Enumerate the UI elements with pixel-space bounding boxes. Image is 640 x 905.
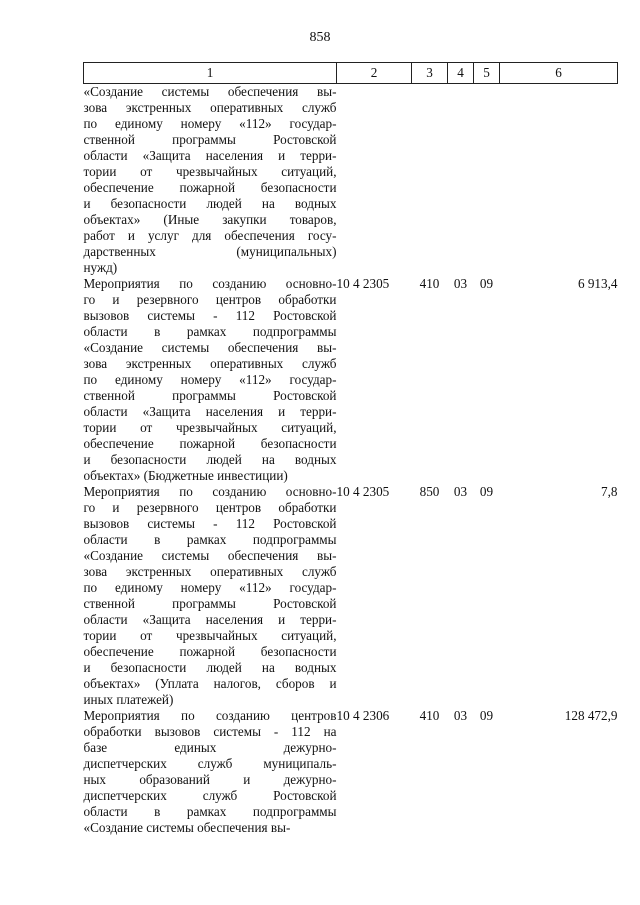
- table-row: [84, 484, 618, 708]
- description-line: и безопасности людей на водных: [83, 452, 337, 467]
- subsection-code: 09: [479, 484, 494, 499]
- section-code: 03: [453, 276, 468, 291]
- description-line: тории от чрезвычайных ситуаций,: [83, 628, 337, 643]
- section-code: 03: [453, 484, 468, 499]
- description-line: обработки вызовов системы - 112 на: [83, 724, 337, 739]
- target-article-code: 10 4 2305: [336, 484, 390, 499]
- description-line: диспетчерских служб Ростовской: [83, 788, 337, 803]
- description-line: вызовов системы - 112 Ростовской: [83, 516, 337, 531]
- description-line: «Создание системы обеспечения вы-: [83, 820, 291, 835]
- description-line: объектах» (Иные закупки товаров,: [83, 212, 337, 227]
- description-line: Мероприятия по созданию центров: [83, 708, 337, 723]
- table-row: [84, 708, 618, 836]
- description-line: области в рамках подпрограммы: [83, 532, 337, 547]
- description-line: нужд): [83, 260, 118, 275]
- description-line: Мероприятия по созданию основно-: [83, 276, 337, 291]
- description-line: обеспечение пожарной безопасности: [83, 644, 337, 659]
- expense-type-code: [412, 84, 448, 277]
- header-col-4: 4: [448, 63, 474, 84]
- subsection-code: 09: [479, 708, 494, 723]
- description-line: работ и услуг для обеспечения госу-: [83, 228, 337, 243]
- expense-type-code: 410: [419, 708, 440, 723]
- description-line: обеспечение пожарной безопасности: [83, 180, 337, 195]
- row-description: [84, 84, 337, 277]
- description-line: го и резервного центров обработки: [83, 500, 337, 515]
- description-line: области «Защита населения и терри-: [83, 148, 337, 163]
- description-line: ственной программы Ростовской: [83, 388, 337, 403]
- header-col-2: 2: [337, 63, 412, 84]
- description-line: по единому номеру «112» государ-: [83, 580, 337, 595]
- table-row: [84, 84, 618, 277]
- description-line: тории от чрезвычайных ситуаций,: [83, 164, 337, 179]
- description-line: вызовов системы - 112 Ростовской: [83, 308, 337, 323]
- target-article-code: 10 4 2305: [336, 276, 390, 291]
- description-line: по единому номеру «112» государ-: [83, 116, 337, 131]
- expense-type-code: 410: [419, 276, 440, 291]
- row-description: [84, 484, 337, 708]
- description-line: области в рамках подпрограммы: [83, 804, 337, 819]
- description-line: ственной программы Ростовской: [83, 596, 337, 611]
- description-line: го и резервного центров обработки: [83, 292, 337, 307]
- description-line: объектах» (Бюджетные инвестиции): [83, 468, 288, 483]
- description-line: диспетчерских служб муниципаль-: [83, 756, 337, 771]
- budget-table: [83, 62, 618, 836]
- description-line: Мероприятия по созданию основно-: [83, 484, 337, 499]
- description-line: ственной программы Ростовской: [83, 132, 337, 147]
- description-line: по единому номеру «112» государ-: [83, 372, 337, 387]
- expense-type-code: 850: [419, 484, 440, 499]
- description-line: «Создание системы обеспечения вы-: [83, 340, 337, 355]
- description-line: объектах» (Уплата налогов, сборов и: [83, 676, 337, 691]
- description-line: зова экстренных оперативных служб: [83, 356, 337, 371]
- row-description: [84, 276, 337, 484]
- target-article-code: 10 4 2306: [336, 708, 390, 723]
- description-line: зова экстренных оперативных служб: [83, 564, 337, 579]
- amount-value: 128 472,9: [564, 708, 618, 723]
- header-col-3: 3: [412, 63, 448, 84]
- description-line: тории от чрезвычайных ситуаций,: [83, 420, 337, 435]
- section-code: 03: [453, 708, 468, 723]
- subsection-code: [474, 84, 500, 277]
- target-article-code: [337, 84, 412, 277]
- page-number: 858: [309, 30, 331, 45]
- description-line: дарственных (муниципальных): [83, 244, 337, 259]
- section-code: [448, 84, 474, 277]
- description-line: «Создание системы обеспечения вы-: [83, 84, 337, 99]
- amount-value: 7,8: [601, 484, 618, 499]
- table-header-row: [84, 63, 618, 84]
- amount-value: 6 913,4: [577, 276, 618, 291]
- description-line: области «Защита населения и терри-: [83, 404, 337, 419]
- header-col-1: 1: [84, 63, 337, 84]
- header-col-5: 5: [474, 63, 500, 84]
- amount-value: [500, 84, 618, 277]
- table-row: [84, 276, 618, 484]
- description-line: и безопасности людей на водных: [83, 196, 337, 211]
- description-line: иных платежей): [83, 692, 174, 707]
- description-line: и безопасности людей на водных: [83, 660, 337, 675]
- description-line: «Создание системы обеспечения вы-: [83, 548, 337, 563]
- subsection-code: 09: [479, 276, 494, 291]
- description-line: ных образований и дежурно-: [83, 772, 337, 787]
- row-description: [84, 708, 337, 836]
- description-line: базе единых дежурно-: [83, 740, 337, 755]
- description-line: зова экстренных оперативных служб: [83, 100, 337, 115]
- header-col-6: 6: [500, 63, 618, 84]
- description-line: области в рамках подпрограммы: [83, 324, 337, 339]
- description-line: обеспечение пожарной безопасности: [83, 436, 337, 451]
- description-line: области «Защита населения и терри-: [83, 612, 337, 627]
